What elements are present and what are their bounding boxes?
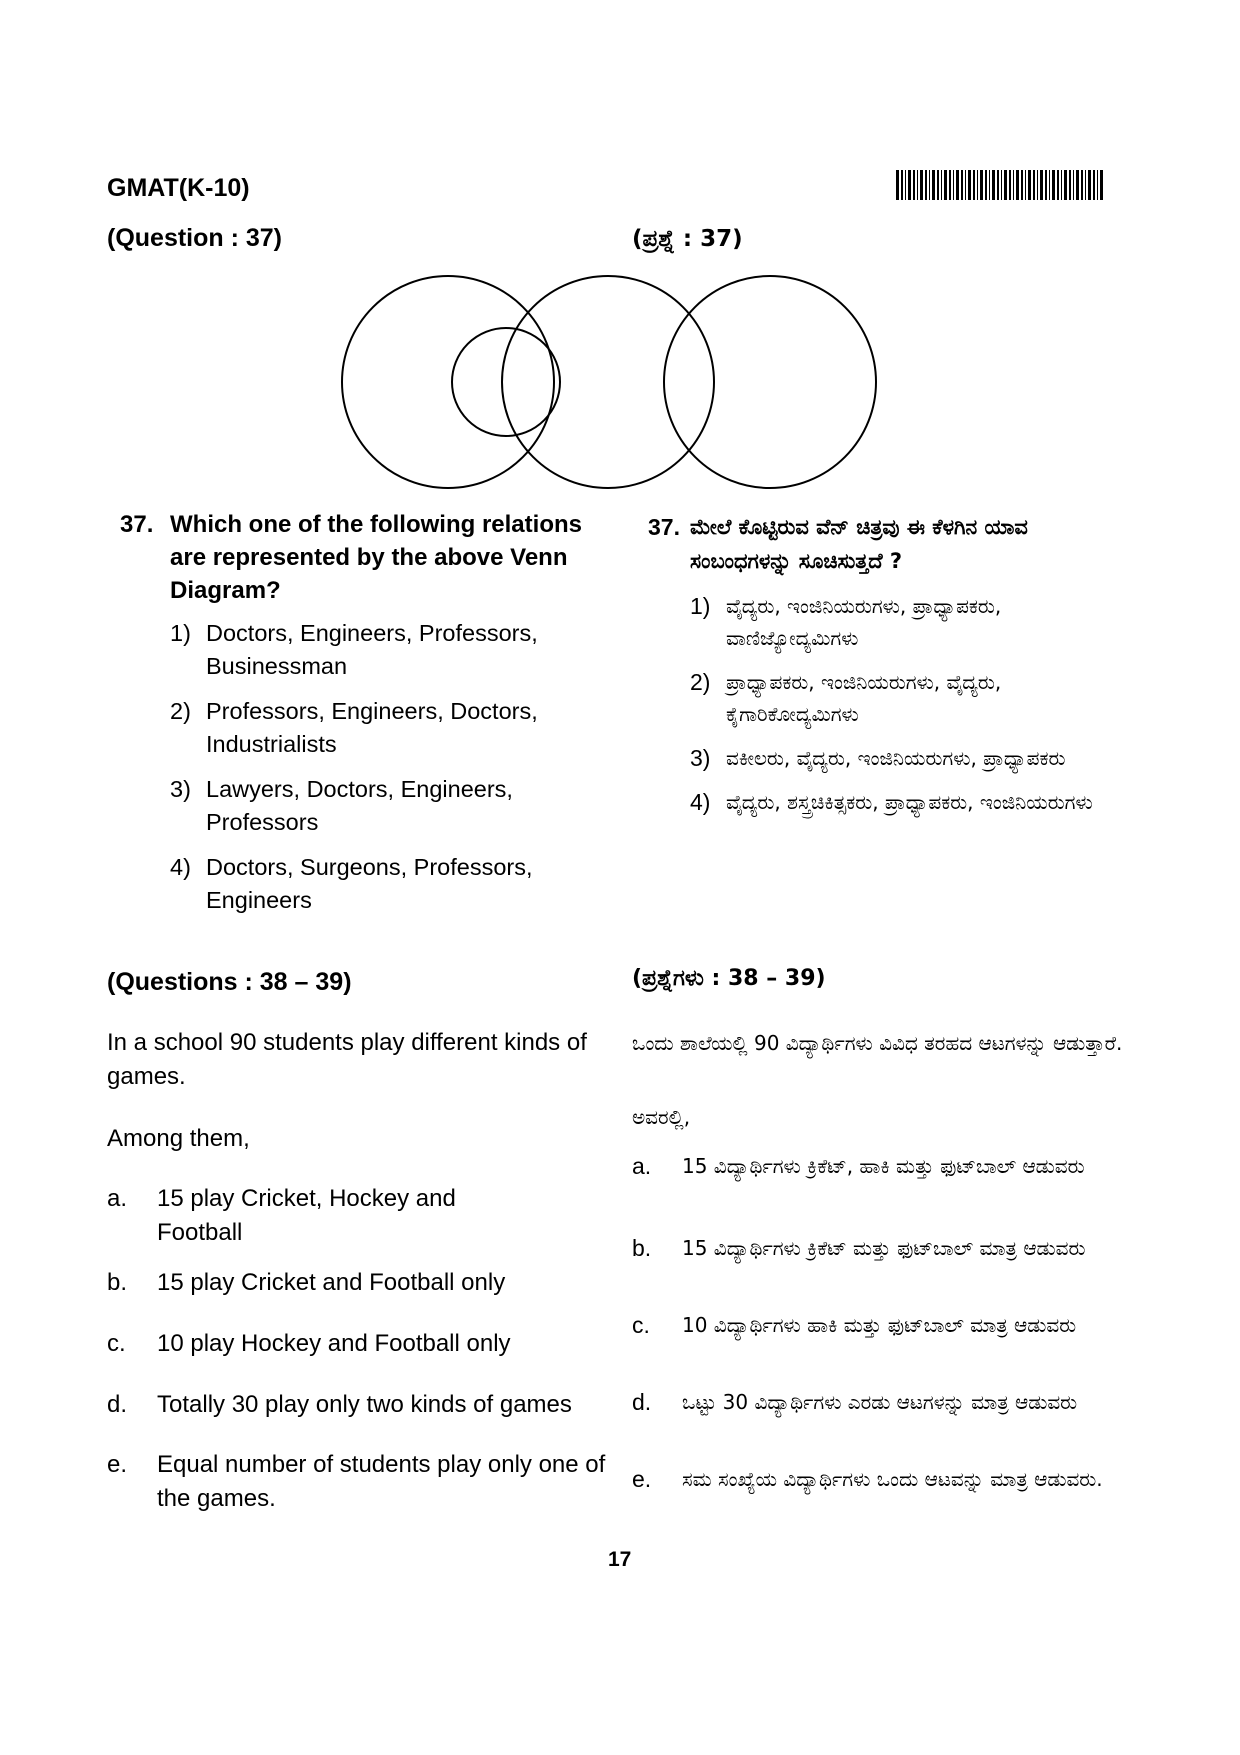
barcode-bar xyxy=(992,170,995,200)
barcode-bar xyxy=(1045,170,1047,200)
list-item xyxy=(632,1463,1132,1496)
barcode-bar xyxy=(985,170,987,200)
option-text: ವೈದ್ಯರು, ಇಂಜಿನಿಯರುಗಳು, ಪ್ರಾಧ್ಯಾಪಕರು, ವಾಣಿಜ್ಯೋದ್ಯಮಿಗಳು xyxy=(726,594,1002,650)
barcode-bar xyxy=(941,170,942,200)
barcode-bar xyxy=(949,170,951,200)
barcode-bar xyxy=(1013,170,1014,200)
item-label: a. xyxy=(107,1185,128,1212)
barcode-bar xyxy=(968,170,971,200)
barcode-bar xyxy=(977,170,978,200)
list-item xyxy=(107,1388,617,1448)
exam-code: GMAT(K-10) xyxy=(107,174,250,202)
option-3 xyxy=(690,742,1132,774)
venn-circle-middle xyxy=(502,276,714,488)
option-text: ಪ್ರಾಧ್ಯಾಪಕರು, ಇಂಜಿನಿಯರುಗಳು, ವೈದ್ಯರು, ಕೈಗಾರಿಕೋದ್ಯಮಿಗಳು xyxy=(726,670,1002,726)
option-1 xyxy=(690,590,1132,654)
questions-38-39-heading-en: (Questions : 38 – 39) xyxy=(107,968,352,996)
option-text: Professors, Engineers, Doctors, Industrialists xyxy=(206,698,538,757)
barcode-bar xyxy=(908,170,911,200)
list-item xyxy=(632,1309,1132,1386)
barcode-bar xyxy=(925,170,927,200)
option-number: 3) xyxy=(170,776,191,802)
barcode-bar xyxy=(973,170,975,200)
option-number: 1) xyxy=(170,620,191,646)
item-label: b. xyxy=(632,1235,652,1261)
option-text: Doctors, Surgeons, Professors, Engineers xyxy=(206,854,533,913)
venn-circle-right xyxy=(664,276,876,488)
item-label: e. xyxy=(632,1466,652,1492)
option-number: 4) xyxy=(170,854,191,880)
item-text: 10 play Hockey and Football only xyxy=(157,1330,511,1357)
item-text: 10 ವಿದ್ಯಾರ್ಥಿಗಳು ಹಾಕಿ ಮತ್ತು ಫುಟ್‌ಬಾಲ್ ಮಾತ್ರ ಆಡುವರು xyxy=(682,1313,1077,1337)
barcode-bar xyxy=(1028,170,1031,200)
option-number: 4) xyxy=(690,789,711,815)
passage-items-kn xyxy=(632,1150,1132,1496)
passage-intro-en: In a school 90 students play different kinds of games. xyxy=(107,1029,587,1090)
barcode-bar xyxy=(1064,170,1067,200)
barcode-bar xyxy=(1081,170,1083,200)
passage-items-en xyxy=(107,1182,617,1516)
option-number: 2) xyxy=(690,669,711,695)
item-label: b. xyxy=(107,1269,128,1296)
barcode-bar xyxy=(1088,170,1091,200)
barcode-bar xyxy=(901,170,903,200)
barcode-bar xyxy=(905,170,906,200)
option-number: 1) xyxy=(690,593,711,619)
barcode-bar xyxy=(1016,170,1019,200)
option-1 xyxy=(170,617,610,683)
barcode-bar xyxy=(1052,170,1055,200)
item-label: a. xyxy=(632,1153,652,1179)
option-text: Lawyers, Doctors, Engineers, Professors xyxy=(206,776,513,835)
venn-circle-left xyxy=(342,276,554,488)
item-label: c. xyxy=(107,1330,126,1357)
barcode-bar xyxy=(1049,170,1050,200)
barcode-bar xyxy=(1009,170,1011,200)
item-label: e. xyxy=(107,1451,128,1478)
barcode-bar xyxy=(1001,170,1002,200)
item-text: 15 ವಿದ್ಯಾರ್ಥಿಗಳು ಕ್ರಿಕೆಟ್, ಹಾಕಿ ಮತ್ತು ಫುಟ್‌ಬಾಲ್ ಆಡುವರು xyxy=(682,1154,1085,1178)
barcode-bar xyxy=(965,170,966,200)
barcode-bar xyxy=(932,170,935,200)
barcode-bar xyxy=(953,170,954,200)
barcode xyxy=(896,170,1106,200)
option-2 xyxy=(690,666,1132,730)
item-text: Equal number of students play only one of the games. xyxy=(157,1451,606,1512)
barcode-bar xyxy=(1025,170,1026,200)
item-text: 15 ವಿದ್ಯಾರ್ಥಿಗಳು ಕ್ರಿಕೆಟ್ ಮತ್ತು ಫುಟ್‌ಬಾಲ್ ಮಾತ್ರ ಆಡುವರು xyxy=(682,1236,1086,1260)
list-item xyxy=(632,1150,1132,1232)
item-label: c. xyxy=(632,1312,650,1338)
barcode-bar xyxy=(929,170,930,200)
option-4 xyxy=(170,851,610,917)
list-item xyxy=(632,1386,1132,1463)
option-number: 2) xyxy=(170,698,191,724)
list-item xyxy=(632,1232,1132,1309)
question-text: Which one of the following relations are represented by the above Venn Diagram? xyxy=(170,511,582,604)
item-text: 15 play Cricket, Hockey and Football xyxy=(157,1185,456,1246)
barcode-bar xyxy=(944,170,947,200)
venn-circle-small xyxy=(452,328,560,436)
question-number: 37. xyxy=(120,511,154,538)
item-text: ಒಟ್ಟು 30 ವಿದ್ಯಾರ್ಥಿಗಳು ಎರಡು ಆಟಗಳನ್ನು ಮಾತ್ರ ಆಡುವರು xyxy=(682,1390,1078,1414)
barcode-bar xyxy=(917,170,918,200)
list-item xyxy=(107,1182,617,1266)
passage-among-kn: ಅವರಲ್ಲಿ, xyxy=(632,1105,691,1129)
questions-38-39-heading-kn: (ಪ್ರಶ್ನೆಗಳು : 38 – 39) xyxy=(632,966,826,991)
barcode-bar xyxy=(1021,170,1023,200)
barcode-bar xyxy=(1093,170,1095,200)
question-number: 37. xyxy=(648,514,680,540)
option-2 xyxy=(170,695,610,761)
barcode-bar xyxy=(896,170,899,200)
barcode-bar xyxy=(1061,170,1062,200)
option-text: ವಕೀಲರು, ವೈದ್ಯರು, ಇಂಜಿನಿಯರುಗಳು, ಪ್ರಾಧ್ಯಾಪಕರು xyxy=(726,746,1066,770)
question-37-heading-kn: (ಪ್ರಶ್ನೆ : 37) xyxy=(632,226,743,252)
passage-intro-kn: ಒಂದು ಶಾಲೆಯಲ್ಲಿ 90 ವಿದ್ಯಾರ್ಥಿಗಳು ವಿವಿಧ ತರಹದ ಆಟಗಳನ್ನು ಆಡುತ್ತಾರೆ. xyxy=(632,1031,1123,1055)
barcode-bar xyxy=(1004,170,1007,200)
item-text: 15 play Cricket and Football only xyxy=(157,1269,506,1296)
option-4 xyxy=(690,786,1132,818)
question-37-heading-en: (Question : 37) xyxy=(107,224,283,252)
passage-among-en: Among them, xyxy=(107,1125,250,1152)
question-text: ಮೇಲೆ ಕೊಟ್ಟಿರುವ ವೆನ್ ಚಿತ್ರವು ಈ ಕೆಳಗಿನ ಯಾವ ಸಂಬಂಧಗಳನ್ನು ಸೂಚಿಸುತ್ತದೆ ? xyxy=(690,515,1028,573)
item-label: d. xyxy=(107,1391,128,1418)
option-number: 3) xyxy=(690,745,711,771)
question-37-en xyxy=(120,508,610,917)
barcode-bar xyxy=(997,170,999,200)
barcode-bar xyxy=(1097,170,1098,200)
barcode-bar xyxy=(920,170,923,200)
barcode-bar xyxy=(1069,170,1071,200)
barcode-bar xyxy=(1037,170,1038,200)
barcode-bar xyxy=(1076,170,1079,200)
barcode-bar xyxy=(1033,170,1035,200)
list-item xyxy=(107,1448,617,1516)
barcode-bar xyxy=(989,170,990,200)
option-text: Doctors, Engineers, Professors, Businessman xyxy=(206,620,538,679)
list-item xyxy=(107,1266,617,1327)
barcode-graphic xyxy=(896,170,1106,200)
item-label: d. xyxy=(632,1389,652,1415)
barcode-bar xyxy=(1040,170,1043,200)
barcode-bar xyxy=(913,170,915,200)
question-37-kn xyxy=(648,510,1132,818)
item-text: Totally 30 play only two kinds of games xyxy=(157,1391,572,1418)
barcode-bar xyxy=(1100,170,1103,200)
barcode-bar xyxy=(937,170,939,200)
barcode-bar xyxy=(1085,170,1086,200)
venn-diagram xyxy=(340,270,880,510)
item-text: ಸಮ ಸಂಖ್ಯೆಯ ವಿದ್ಯಾರ್ಥಿಗಳು ಒಂದು ಆಟವನ್ನು ಮಾತ್ರ ಆಡುವರು. xyxy=(682,1467,1103,1491)
page-number: 17 xyxy=(608,1548,632,1571)
barcode-bar xyxy=(956,170,959,200)
option-3 xyxy=(170,773,610,839)
list-item xyxy=(107,1327,617,1388)
barcode-bar xyxy=(1073,170,1074,200)
option-text: ವೈದ್ಯರು, ಶಸ್ತ್ರಚಿಕಿತ್ಸಕರು, ಪ್ರಾಧ್ಯಾಪಕರು, ಇಂಜಿನಿಯರುಗಳು xyxy=(726,790,1093,814)
barcode-bar xyxy=(1057,170,1059,200)
barcode-bar xyxy=(980,170,983,200)
barcode-bar xyxy=(961,170,963,200)
